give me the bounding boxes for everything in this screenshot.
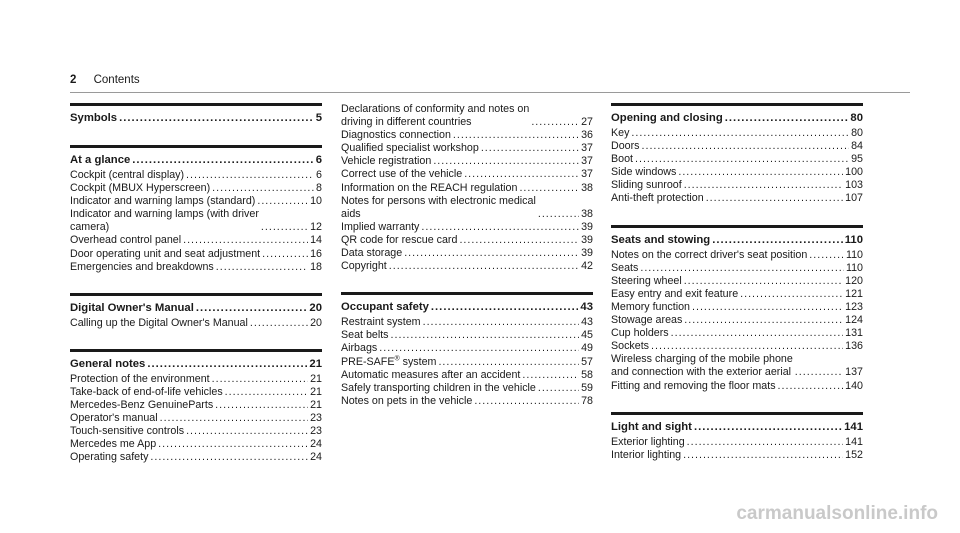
page-number: 2	[70, 74, 77, 86]
toc-entry-label: Take-back of end-of-life vehicles	[70, 385, 223, 398]
toc-section-heading-label: At a glance	[70, 154, 131, 166]
toc-section-heading[interactable]	[70, 152, 322, 168]
toc-entry-page: 42	[581, 260, 593, 273]
dot-leader	[433, 155, 579, 168]
toc-entry[interactable]	[341, 155, 593, 168]
toc-section-heading-label: Seats and stowing	[611, 233, 711, 246]
dot-leader	[160, 412, 309, 425]
toc-entry[interactable]	[341, 234, 593, 247]
toc-entry[interactable]	[70, 208, 322, 234]
toc-entry[interactable]	[70, 317, 322, 330]
dot-leader	[538, 382, 579, 395]
dot-leader	[158, 438, 308, 451]
page-header	[70, 74, 140, 86]
toc-entry-label: Data storage	[341, 247, 403, 260]
dot-leader	[438, 356, 579, 369]
toc-entry-page: 24	[310, 451, 322, 464]
dot-leader	[692, 301, 843, 314]
toc-section-heading-page: 20	[309, 301, 322, 314]
toc-section-heading-label: Occupant safety	[341, 301, 429, 314]
toc-entry-label: Declarations of conformity and notes on driving in different countries	[341, 103, 530, 129]
toc-section-heading[interactable]	[341, 299, 593, 315]
header-divider	[70, 92, 910, 93]
toc-entry[interactable]	[611, 140, 863, 153]
toc-section-heading[interactable]	[70, 300, 322, 316]
dot-leader	[431, 299, 579, 315]
toc-entry[interactable]	[341, 260, 593, 273]
dot-leader	[631, 127, 849, 140]
toc-entry-page: 39	[581, 220, 593, 233]
dot-leader	[196, 300, 308, 316]
dot-leader	[391, 329, 580, 342]
toc-entry-label: Memory function	[611, 300, 690, 313]
toc-entry[interactable]	[70, 169, 322, 182]
toc-section	[70, 103, 322, 126]
toc-entry-label: Notes for persons with electronic medical aids	[341, 194, 536, 220]
toc-entry[interactable]	[611, 340, 863, 353]
dot-leader	[694, 419, 842, 435]
section-bar	[70, 145, 322, 148]
toc-entry-page: 10	[310, 195, 322, 208]
dot-leader	[684, 275, 843, 288]
toc-entry-label: Copyright	[341, 260, 387, 273]
toc-entry-label: Steering wheel	[611, 274, 682, 287]
toc-entry-page: 57	[581, 355, 593, 368]
toc-section-heading[interactable]	[611, 419, 863, 435]
toc-section-heading-label: Light and sight	[611, 420, 692, 433]
dot-leader	[725, 110, 849, 126]
toc-entry[interactable]	[70, 261, 322, 274]
toc-entry-label: Operating safety	[70, 451, 149, 464]
toc-entry-label: Airbags	[341, 342, 378, 355]
toc-entry-label: Fitting and removing the floor mats	[611, 379, 776, 392]
toc-entry-page: 39	[581, 233, 593, 246]
toc-entry-page: 39	[581, 247, 593, 260]
toc-entry-page: 20	[310, 316, 322, 329]
toc-entry-page: 36	[581, 129, 593, 142]
dot-leader	[132, 152, 313, 168]
toc-entry[interactable]	[341, 129, 593, 142]
toc-entry[interactable]	[611, 436, 863, 449]
dot-leader	[215, 399, 308, 412]
toc-section-heading-page: 110	[844, 233, 863, 246]
dot-leader	[404, 247, 579, 260]
toc-entry-label: Notes on the correct driver's seat position	[611, 248, 808, 261]
dot-leader	[651, 340, 843, 353]
toc-entry-page: 121	[845, 287, 863, 300]
dot-leader	[481, 142, 579, 155]
toc-entry[interactable]	[70, 399, 322, 412]
toc-entry[interactable]	[70, 182, 322, 195]
toc-entry-page: 103	[845, 179, 863, 192]
dot-leader	[778, 380, 844, 393]
toc-section-heading-page: 21	[309, 357, 322, 370]
toc-entry[interactable]	[341, 195, 593, 221]
section-bar	[70, 293, 322, 296]
toc-entry-page: 131	[845, 327, 863, 340]
toc-entry-label: Indicator and warning lamps (with driver camera)	[70, 208, 259, 234]
dot-leader	[212, 182, 314, 195]
toc-entry-label: Diagnostics connection	[341, 129, 451, 142]
section-bar	[611, 225, 863, 228]
toc-entry-page: 37	[581, 155, 593, 168]
toc-entry-label: Automatic measures after an accident	[341, 368, 521, 381]
toc-entry-page: 100	[845, 166, 863, 179]
toc-entry-label: Doors	[611, 140, 640, 153]
toc-entry[interactable]	[341, 103, 593, 129]
toc-section-heading-label: Opening and closing	[611, 112, 723, 124]
section-bar	[611, 103, 863, 106]
toc-entry-label: Stowage areas	[611, 314, 683, 327]
dot-leader	[459, 234, 579, 247]
toc-entry-page: 80	[851, 127, 863, 139]
toc-entry-label: Overhead control panel	[70, 234, 182, 247]
dot-leader	[635, 153, 849, 166]
toc-section-heading[interactable]	[70, 110, 322, 126]
dot-leader	[423, 316, 580, 329]
toc-entry-page: 38	[581, 207, 593, 220]
toc-entry[interactable]	[341, 168, 593, 181]
toc-entry-page: 78	[581, 394, 593, 407]
toc-entry-page: 37	[581, 168, 593, 181]
toc-entry[interactable]	[611, 449, 863, 462]
toc-entry-label: Safely transporting children in the vehicle	[341, 381, 536, 394]
dot-leader	[519, 182, 579, 195]
toc-entry[interactable]	[70, 425, 322, 438]
dot-leader	[225, 386, 308, 399]
toc-section-heading-page: 43	[580, 301, 593, 314]
toc-entry-page: 21	[310, 385, 322, 398]
toc-entry-label: QR code for rescue card	[341, 233, 458, 246]
dot-leader	[706, 192, 843, 205]
toc-entry[interactable]	[611, 249, 863, 262]
toc-entry-page: 137	[845, 366, 863, 379]
toc-entry-page: 110	[845, 261, 863, 274]
toc-entry-label: Side windows	[611, 166, 677, 179]
toc-entry-page: 16	[310, 247, 322, 260]
dot-leader	[642, 140, 850, 153]
dot-leader	[671, 327, 844, 340]
dot-leader	[795, 366, 843, 379]
toc-entry[interactable]	[70, 412, 322, 425]
toc-entry-label: Interior lighting	[611, 448, 682, 461]
dot-leader	[186, 169, 314, 182]
toc-entry-page: 24	[310, 438, 322, 451]
toc-entry-label: Information on the REACH regulation	[341, 181, 518, 194]
toc-entry[interactable]	[341, 142, 593, 155]
toc-entry-page: 6	[316, 169, 322, 181]
toc-entry-label: Key	[611, 127, 630, 139]
toc-entry-page: 45	[581, 329, 593, 342]
toc-section-heading-page: 6	[315, 154, 322, 166]
toc-section-heading[interactable]	[611, 232, 863, 248]
toc-entry-label: Correct use of the vehicle	[341, 168, 463, 181]
dot-leader	[464, 168, 579, 181]
toc-entry-page: 140	[845, 379, 863, 392]
toc-entry-label: Touch-sensitive controls	[70, 425, 185, 438]
toc-section-heading-page: 141	[844, 420, 863, 433]
section-bar	[70, 349, 322, 352]
toc-entry-label: Calling up the Digital Owner's Manual	[70, 316, 248, 329]
toc-entry-page: 12	[310, 221, 322, 234]
toc-entry-page: 14	[310, 234, 322, 247]
toc-entry[interactable]	[341, 356, 593, 369]
toc-entry[interactable]	[341, 221, 593, 234]
toc-section	[611, 225, 863, 393]
toc-section	[341, 103, 593, 273]
toc-entry[interactable]	[70, 248, 322, 261]
toc-entry[interactable]	[611, 301, 863, 314]
toc-entry-label: PRE-SAFE® system	[341, 354, 437, 368]
dot-leader	[147, 356, 307, 372]
toc-entry-label: Qualified specialist workshop	[341, 142, 479, 155]
section-bar	[70, 103, 322, 106]
toc-entry-page: 37	[581, 142, 593, 155]
toc-entry[interactable]	[341, 395, 593, 408]
toc-entry-label: Anti-theft protection	[611, 192, 704, 205]
page-title: Contents	[93, 74, 140, 86]
toc-entry[interactable]	[341, 342, 593, 355]
toc-entry[interactable]	[341, 247, 593, 260]
toc-section-heading[interactable]	[611, 110, 863, 126]
toc-section	[70, 145, 322, 274]
toc-section	[611, 412, 863, 462]
toc-entry-label: Door operating unit and seat adjustment	[70, 247, 261, 260]
toc-entry-label: Mercedes-Benz GenuineParts	[70, 399, 214, 412]
toc-entry-label: Sockets	[611, 340, 650, 353]
section-bar	[611, 412, 863, 415]
toc-column-2	[341, 103, 593, 427]
toc-section-heading-label: Symbols	[70, 112, 118, 124]
toc-section	[70, 293, 322, 330]
toc-entry-page: 84	[851, 140, 863, 153]
toc-section-heading-label: Digital Owner's Manual	[70, 301, 194, 314]
toc-entry-label: Easy entry and exit feature	[611, 287, 739, 300]
toc-entry-label: Sliding sunroof	[611, 179, 682, 192]
toc-section	[611, 103, 863, 206]
toc-entry[interactable]	[341, 316, 593, 329]
toc-entry-page: 141	[845, 435, 863, 448]
toc-entry-label: Operator's manual	[70, 412, 158, 425]
toc-entry-page: 8	[316, 182, 322, 195]
toc-entry[interactable]	[611, 314, 863, 327]
toc-entry-label: Restraint system	[341, 316, 421, 329]
toc-entry-page: 43	[581, 316, 593, 329]
toc-entry-page: 27	[581, 116, 593, 129]
dot-leader	[250, 317, 308, 330]
toc-entry[interactable]	[70, 195, 322, 208]
dot-leader	[684, 179, 843, 192]
dot-leader	[640, 262, 844, 275]
toc-entry-label: Seats	[611, 261, 639, 274]
toc-entry-label: Mercedes me App	[70, 438, 157, 451]
dot-leader	[683, 449, 843, 462]
toc-entry-page: 124	[845, 314, 863, 327]
toc-entry-page: 23	[310, 425, 322, 438]
dot-leader	[740, 288, 843, 301]
toc-section-heading-label: General notes	[70, 357, 146, 370]
dot-leader	[421, 221, 579, 234]
watermark: carmanualsonline.info	[736, 503, 938, 524]
toc-entry[interactable]	[611, 288, 863, 301]
toc-section-heading-page: 5	[315, 112, 322, 124]
toc-section	[341, 292, 593, 408]
toc-entry-label: Emergencies and breakdowns	[70, 260, 214, 273]
toc-entry[interactable]	[611, 353, 863, 379]
toc-entry-page: 23	[310, 412, 322, 425]
toc-entry[interactable]	[70, 438, 322, 451]
toc-entry-label: Boot	[611, 153, 633, 166]
toc-entry-label: Vehicle registration	[341, 155, 432, 168]
dot-leader	[809, 249, 844, 262]
toc-entry[interactable]	[611, 127, 863, 140]
toc-entry-label: Wireless charging of the mobile phone and connection with the exterior aerial	[611, 353, 793, 379]
toc-entry[interactable]	[70, 386, 322, 399]
toc-entry[interactable]	[611, 179, 863, 192]
dot-leader	[389, 260, 579, 273]
toc-section-heading-page: 80	[850, 112, 863, 124]
toc-entry[interactable]	[70, 234, 322, 247]
toc-entry-page: 152	[845, 448, 863, 461]
toc-entry[interactable]	[70, 373, 322, 386]
dot-leader	[186, 425, 308, 438]
dot-leader	[183, 234, 308, 247]
toc-entry[interactable]	[341, 329, 593, 342]
toc-entry-page: 136	[845, 340, 863, 353]
toc-entry-page: 123	[845, 300, 863, 313]
toc-entry-page: 21	[310, 399, 322, 412]
dot-leader	[687, 436, 843, 449]
toc-entry-label: Indicator and warning lamps (standard)	[70, 195, 256, 208]
toc-entry[interactable]	[70, 451, 322, 464]
dot-leader	[262, 248, 308, 261]
toc-entry-label: Cup holders	[611, 327, 669, 340]
toc-entry-label: Cockpit (central display)	[70, 169, 185, 181]
toc-entry-page: 59	[581, 381, 593, 394]
toc-entry[interactable]	[611, 275, 863, 288]
toc-entry[interactable]	[611, 192, 863, 205]
toc-entry-page: 49	[581, 342, 593, 355]
dot-leader	[216, 261, 308, 274]
dot-leader	[712, 232, 843, 248]
toc-entry[interactable]	[611, 327, 863, 340]
toc-entry[interactable]	[341, 382, 593, 395]
toc-column-3	[611, 103, 863, 481]
dot-leader	[212, 373, 308, 386]
toc-entry-page: 110	[845, 248, 863, 261]
toc-entry-page: 21	[310, 372, 322, 385]
dot-leader	[538, 208, 579, 221]
dot-leader	[119, 110, 314, 126]
toc-entry[interactable]	[611, 166, 863, 179]
toc-entry[interactable]	[611, 262, 863, 275]
dot-leader	[453, 129, 579, 142]
toc-entry-label: Seat belts	[341, 329, 389, 342]
dot-leader	[150, 451, 308, 464]
toc-entry[interactable]	[341, 182, 593, 195]
toc-entry-label: Cockpit (MBUX Hyperscreen)	[70, 182, 211, 195]
dot-leader	[474, 395, 579, 408]
dot-leader	[522, 369, 579, 382]
toc-entry-label: Notes on pets in the vehicle	[341, 394, 473, 407]
toc-entry[interactable]	[611, 380, 863, 393]
toc-section-heading[interactable]	[70, 356, 322, 372]
section-bar	[341, 292, 593, 295]
toc-section	[70, 349, 322, 465]
toc-entry-page: 107	[845, 192, 863, 205]
toc-entry-page: 95	[851, 153, 863, 166]
dot-leader	[678, 166, 843, 179]
toc-entry-label: Implied warranty	[341, 220, 420, 233]
dot-leader	[379, 342, 579, 355]
toc-entry-page: 38	[581, 181, 593, 194]
toc-column-1	[70, 103, 322, 484]
dot-leader	[261, 221, 308, 234]
dot-leader	[684, 314, 843, 327]
toc-entry-label: Protection of the environment	[70, 372, 210, 385]
toc-entry-label: Exterior lighting	[611, 435, 685, 448]
dot-leader	[257, 195, 308, 208]
toc-entry-page: 58	[581, 368, 593, 381]
toc-entry[interactable]	[611, 153, 863, 166]
toc-entry-page: 18	[310, 260, 322, 273]
toc-entry[interactable]	[341, 369, 593, 382]
dot-leader	[531, 116, 579, 129]
toc-entry-page: 120	[845, 274, 863, 287]
